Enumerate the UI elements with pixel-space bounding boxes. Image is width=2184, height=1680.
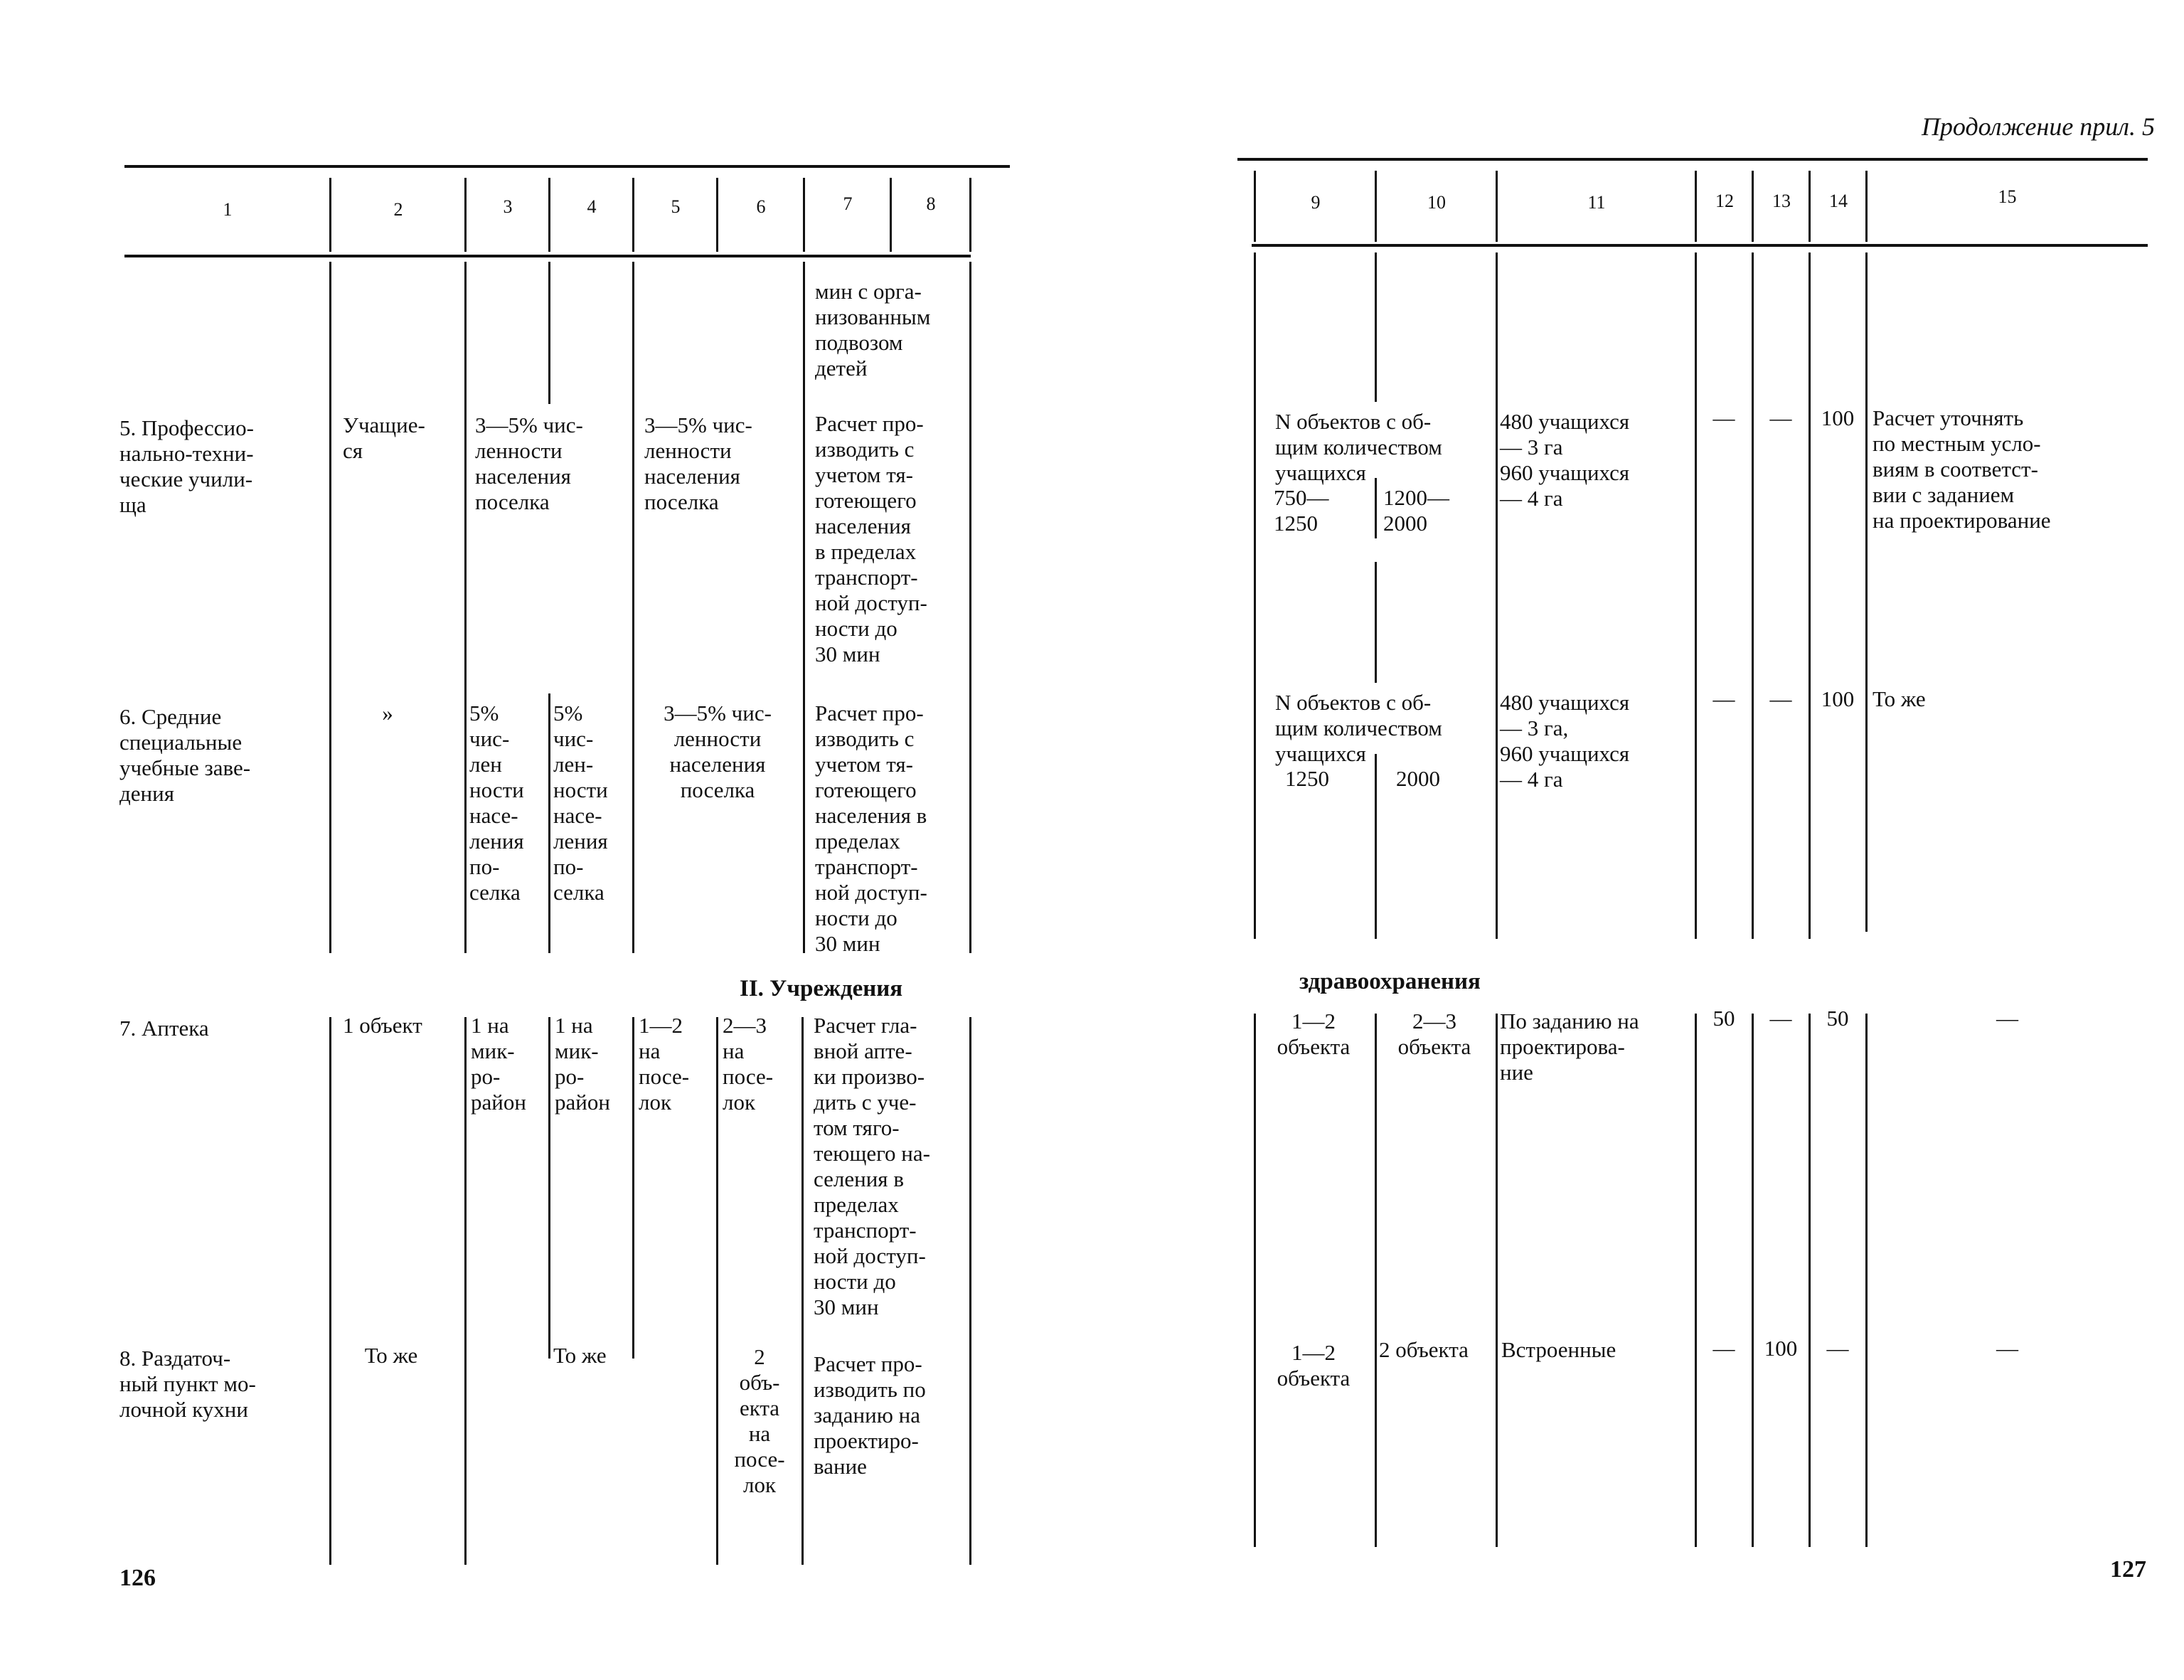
row6-cols56: 3—5% чис- ленности населения поселка [664,701,772,802]
col-header-1: 1 [223,199,233,220]
header-divider [1865,171,1868,242]
column-divider [969,1017,971,1565]
row7-col11: По заданию на проектирова- ние [1500,1009,1639,1085]
top-continuation-text: мин с орга- низованным подвозом детей [815,279,931,381]
header-divider [890,178,892,252]
row7-cols78: Расчет гла- вной апте- ки произво- дить с уче- том тяго- теющего на- селения в пределах транспорт- ной доступ- ности до 30 мин [814,1013,930,1319]
row8-col14: — [1826,1336,1849,1361]
row5-cols34: 3—5% чис- ленности населения поселка [475,413,583,514]
header-divider [329,178,331,252]
row6-col9: 1250 [1285,766,1329,791]
col-header-2: 2 [393,199,403,220]
row6-unit: » [382,701,393,725]
header-divider [464,178,467,252]
column-divider [1375,754,1377,939]
row8-col6: 2 объ- екта на посе- лок [734,1344,785,1497]
column-divider [329,262,331,953]
column-divider [1865,1014,1868,1547]
row7-col12: 50 [1712,1006,1735,1031]
row7-col13: — [1769,1006,1792,1031]
column-divider [329,1017,331,1565]
row8-col13: 100 [1764,1336,1798,1361]
col-header-3: 3 [503,196,513,217]
col-header-12: 12 [1715,191,1734,211]
header-divider [1809,171,1811,242]
column-divider [1809,252,1811,939]
row5-unit: Учащие- ся [343,413,425,463]
row6-name: 6. Средние специальные учебные заве- дения [119,704,251,806]
header-divider [1254,171,1256,242]
column-divider [1695,252,1697,939]
col-header-9: 9 [1311,192,1321,213]
column-divider [548,262,550,404]
column-divider [1496,1014,1498,1547]
col-header-11: 11 [1587,192,1606,213]
column-divider [1809,1014,1811,1547]
row8-col12: — [1712,1336,1735,1361]
row6-cols910: N объектов с об- щим количеством учащихся [1275,690,1442,766]
col-header-6: 6 [756,196,766,217]
row7-unit: 1 объект [343,1013,422,1038]
row6-col15: То же [1873,686,1926,711]
column-divider [1865,252,1868,932]
continuation-title: Продолжение прил. 5 [1921,112,2155,141]
header-divider [1375,171,1377,242]
column-divider [1254,1014,1256,1547]
column-divider [548,693,550,953]
top-rule [1237,158,2148,161]
row7-name: 7. Аптека [119,1016,209,1041]
row6-col13: — [1769,686,1792,711]
col-header-15: 15 [1998,186,2017,207]
row5-col11: 480 учащихся — 3 га 960 учащихся — 4 га [1500,409,1630,511]
row6-col12: — [1712,686,1735,711]
row7-col9: 1—2 объекта [1277,1009,1351,1059]
col-header-8: 8 [926,193,936,214]
row5-cols910: N объектов с об- щим количеством учащихся [1275,409,1442,485]
col-header-13: 13 [1772,191,1791,211]
column-divider [803,262,805,953]
row8-col10: 2 объекта [1379,1337,1469,1362]
top-rule [124,165,1010,168]
header-divider [716,178,718,252]
row8-name: 8. Раздаточ- ный пункт мо- лочной кухни [119,1346,256,1422]
row6-col10: 2000 [1396,766,1440,791]
column-divider [632,262,634,953]
row7-col6: 2—3 на посе- лок [723,1013,774,1115]
row5-cols56: 3—5% чис- ленности населения поселка [644,413,752,514]
header-bottom-rule [1252,244,2148,247]
row7-col15: — [1996,1006,2018,1031]
row5-cols78: Расчет про- изводить с учетом тя- готеющего населения в пределах транспорт- ной доступ- ности до 30 мин [815,411,927,666]
header-divider [1496,171,1498,242]
column-divider [1752,252,1754,939]
row5-col12: — [1712,405,1735,430]
row8-cols345: То же [553,1343,607,1368]
header-divider [1752,171,1754,242]
header-divider [1695,171,1697,242]
row6-col3: 5% чис- лен ности насе- ления по- селка [469,701,524,905]
column-divider [1375,252,1377,402]
row8-col15: — [1996,1336,2018,1361]
row5-col14: 100 [1821,405,1855,430]
page-number-right: 127 [2110,1556,2146,1583]
column-divider [632,1017,634,1359]
column-divider [801,1017,804,1565]
row5-col9: 750— 1250 [1274,485,1329,536]
col-header-10: 10 [1427,192,1446,213]
row8-cols78: Расчет про- изводить по заданию на проектиро- вание [814,1351,926,1479]
row6-col4: 5% чис- лен- ности насе- ления по- селка [553,701,608,905]
column-divider [1254,252,1256,939]
row6-col11: 480 учащихся — 3 га, 960 учащихся — 4 га [1500,690,1630,792]
header-divider [632,178,634,252]
column-divider [1752,1014,1754,1547]
row7-col5: 1—2 на посе- лок [639,1013,690,1115]
header-bottom-rule [124,255,971,257]
row7-col10: 2—3 объекта [1397,1009,1471,1059]
header-divider [969,178,971,252]
row7-col14: 50 [1826,1006,1849,1031]
section-title-left: II. Учреждения [740,976,903,1001]
column-divider [464,262,467,953]
row5-col15: Расчет уточнять по местным усло- виям в соответст- вии с заданием на проектирование [1873,405,2051,533]
right-page [1092,0,2184,1680]
header-divider [548,178,550,252]
header-divider [803,178,805,252]
column-divider [548,1017,550,1359]
column-divider [464,1017,467,1565]
row5-name: 5. Профессио- нально-техни- ческие учили- ща [119,415,254,517]
row5-col13: — [1769,405,1792,430]
row6-col14: 100 [1821,686,1855,711]
row8-col11: Встроенные [1501,1337,1616,1362]
row6-cols78: Расчет про- изводить с учетом тя- готеющего населения в пределах транспорт- ной доступ- ности до 30 мин [815,701,927,956]
col-header-7: 7 [843,193,853,214]
row8-unit: То же [364,1343,418,1368]
col-header-14: 14 [1829,191,1848,211]
row5-col10: 1200— 2000 [1383,485,1449,536]
page-number-left: 126 [119,1565,156,1591]
column-divider [1375,562,1377,683]
row7-col3: 1 на мик- ро- район [471,1013,526,1115]
row7-col4: 1 на мик- ро- район [555,1013,610,1115]
col-header-5: 5 [671,196,681,217]
row8-col9: 1—2 объекта [1277,1340,1351,1391]
col-header-4: 4 [587,196,597,217]
column-divider [1496,252,1498,939]
column-divider [1375,478,1377,538]
column-divider [1695,1014,1697,1547]
section-title-right: здравоохранения [1299,969,1481,994]
column-divider [1375,1014,1377,1547]
column-divider [969,262,971,953]
